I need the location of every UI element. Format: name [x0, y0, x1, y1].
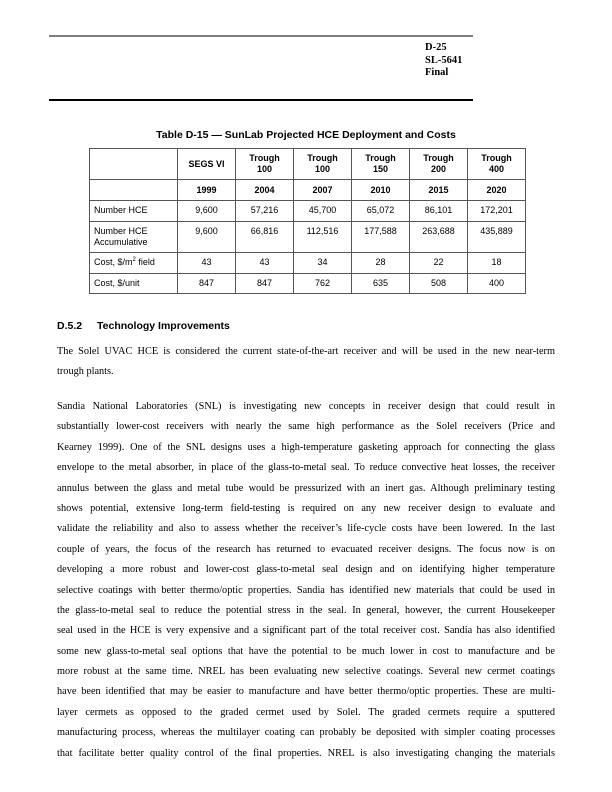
- table-cell: 847: [178, 274, 236, 294]
- table-row: [90, 222, 526, 253]
- header-cell: Trough 150: [352, 149, 410, 180]
- table-header-row: [90, 149, 526, 180]
- header-cell: Trough 400: [468, 149, 526, 180]
- header-cell: Trough 200: [410, 149, 468, 180]
- table-cell: 34: [294, 253, 352, 274]
- row-label: Number HCE: [90, 201, 178, 222]
- text-line: trough plants.: [57, 366, 114, 378]
- section-heading: [57, 320, 230, 332]
- table-cell: 9,600: [178, 222, 236, 253]
- running-header: [425, 42, 462, 80]
- table-cell: 66,816: [236, 222, 294, 253]
- table-year-row: [90, 180, 526, 201]
- table-cell: 9,600: [178, 201, 236, 222]
- section-number: D.5.2: [57, 320, 83, 332]
- document-id: SL-5641: [425, 54, 463, 66]
- table-row: [90, 201, 526, 222]
- header-bottom-rule: [49, 99, 473, 101]
- text-line: seal used in the HCE is very expensive and a significant part of the total receiver cost. Sandia has also identified: [57, 625, 555, 637]
- table-cell: 508: [410, 274, 468, 294]
- text-line: couple of years, the focus of the research has returned to evacuated receiver designs. The focus now is on: [57, 543, 555, 555]
- text-line: some new glass-to-metal seal options that have the potential to be much lower in cost to manufacture and be: [57, 645, 555, 657]
- header-cell-empty: [90, 149, 178, 180]
- year-cell-empty: [90, 180, 178, 201]
- text-line: the glass-to-metal seal to reduce the potential stress in the seal. In general, however, the current Housekeeper: [57, 604, 555, 616]
- table-cell: 435,889: [468, 222, 526, 253]
- row-label: Cost, $/unit: [90, 274, 178, 294]
- table-caption: Table D-15 — SunLab Projected HCE Deployment and Costs: [156, 129, 456, 141]
- table-cell: 43: [178, 253, 236, 274]
- table-cell: 112,516: [294, 222, 352, 253]
- table-cell: 18: [468, 253, 526, 274]
- row-label: Cost, $\$/m^2$ field: [90, 253, 178, 274]
- table-row: [90, 253, 526, 274]
- table-cell: 847: [236, 274, 294, 294]
- table-cell: 45,700: [294, 201, 352, 222]
- table-row: [90, 274, 526, 294]
- text-line: The Solel UVAC HCE is considered the current state-of-the-art receiver and will be used in the new near-term: [57, 346, 555, 357]
- text-line: substantially lower-cost receivers with nearly the same high performance as the Solel receivers (Price and: [57, 421, 555, 433]
- text-line: more robust at the same time. NREL has been evaluating new selective coatings. Several new cermet coatings: [57, 666, 555, 678]
- page-number: D-25: [425, 42, 447, 53]
- table-cell: 177,588: [352, 222, 410, 253]
- table-cell: 28: [352, 253, 410, 274]
- header-cell: Trough 100: [236, 149, 294, 180]
- year-cell: 2004: [236, 180, 294, 201]
- text-line: developing a more robust and lower-cost glass-to-metal seal design and on identifying higher temperature: [57, 564, 555, 576]
- paragraph-intro: [57, 342, 555, 383]
- text-line: annulus between the glass and metal tube would be pressurized with an inert gas. Although preliminary testing: [57, 482, 555, 494]
- paragraph-sandia: [57, 397, 555, 764]
- text-line: envelope to the metal absorber, in place of the glass-to-metal seal. To reduce convective heat losses, the receiver: [57, 462, 555, 474]
- year-cell: 2020: [468, 180, 526, 201]
- table-cell: 22: [410, 253, 468, 274]
- document-status: Final: [425, 67, 449, 78]
- header-cell: Trough 100: [294, 149, 352, 180]
- year-cell: 2015: [410, 180, 468, 201]
- text-line: validate the reliability and also to assess whether the receiver’s life-cycle costs have been lowered. In the last: [57, 523, 555, 535]
- table-cell: 86,101: [410, 201, 468, 222]
- text-line: layer cermets as opposed to the graded cermet used by Solel. The graded cermets require a sputtered: [57, 706, 555, 718]
- table-cell: 263,688: [410, 222, 468, 253]
- table-cell: 172,201: [468, 201, 526, 222]
- text-line: selective coatings with better thermo/optic properties. Sandia has identified new materials that could be used in: [57, 584, 555, 596]
- text-line: that facilitate better quality control of the final properties. NREL is also investigating changing the materials: [57, 747, 555, 759]
- table-cell: 43: [236, 253, 294, 274]
- table-cell: 762: [294, 274, 352, 294]
- table-cell: 65,072: [352, 201, 410, 222]
- table-cell: 635: [352, 274, 410, 294]
- header-top-rule: [49, 35, 473, 37]
- text-line: Sandia National Laboratories (SNL) is investigating new concepts in receiver design that could result in: [57, 401, 555, 412]
- year-cell: 2010: [352, 180, 410, 201]
- text-line: shows potential, extensive long-term field-testing is required on any new receiver design to evaluate and: [57, 502, 555, 514]
- year-cell: 1999: [178, 180, 236, 201]
- header-cell: SEGS VI: [178, 149, 236, 180]
- row-label: Number HCE Accumulative: [90, 222, 178, 253]
- section-title: Technology Improvements: [97, 320, 230, 332]
- hce-deployment-table: [89, 148, 526, 294]
- table-cell: 400: [468, 274, 526, 294]
- text-line: manufacturing process, whereas the multilayer coating can probably be deposited with simpler coating processes: [57, 727, 555, 739]
- text-line: have been identified that may be easier to manufacture and have better thermo/optic properties. These are multi-: [57, 686, 555, 698]
- text-line: Kearney 1999). One of the SNL designs uses a high-temperature gasketing approach for connecting the glass: [57, 441, 555, 453]
- year-cell: 2007: [294, 180, 352, 201]
- table-cell: 57,216: [236, 201, 294, 222]
